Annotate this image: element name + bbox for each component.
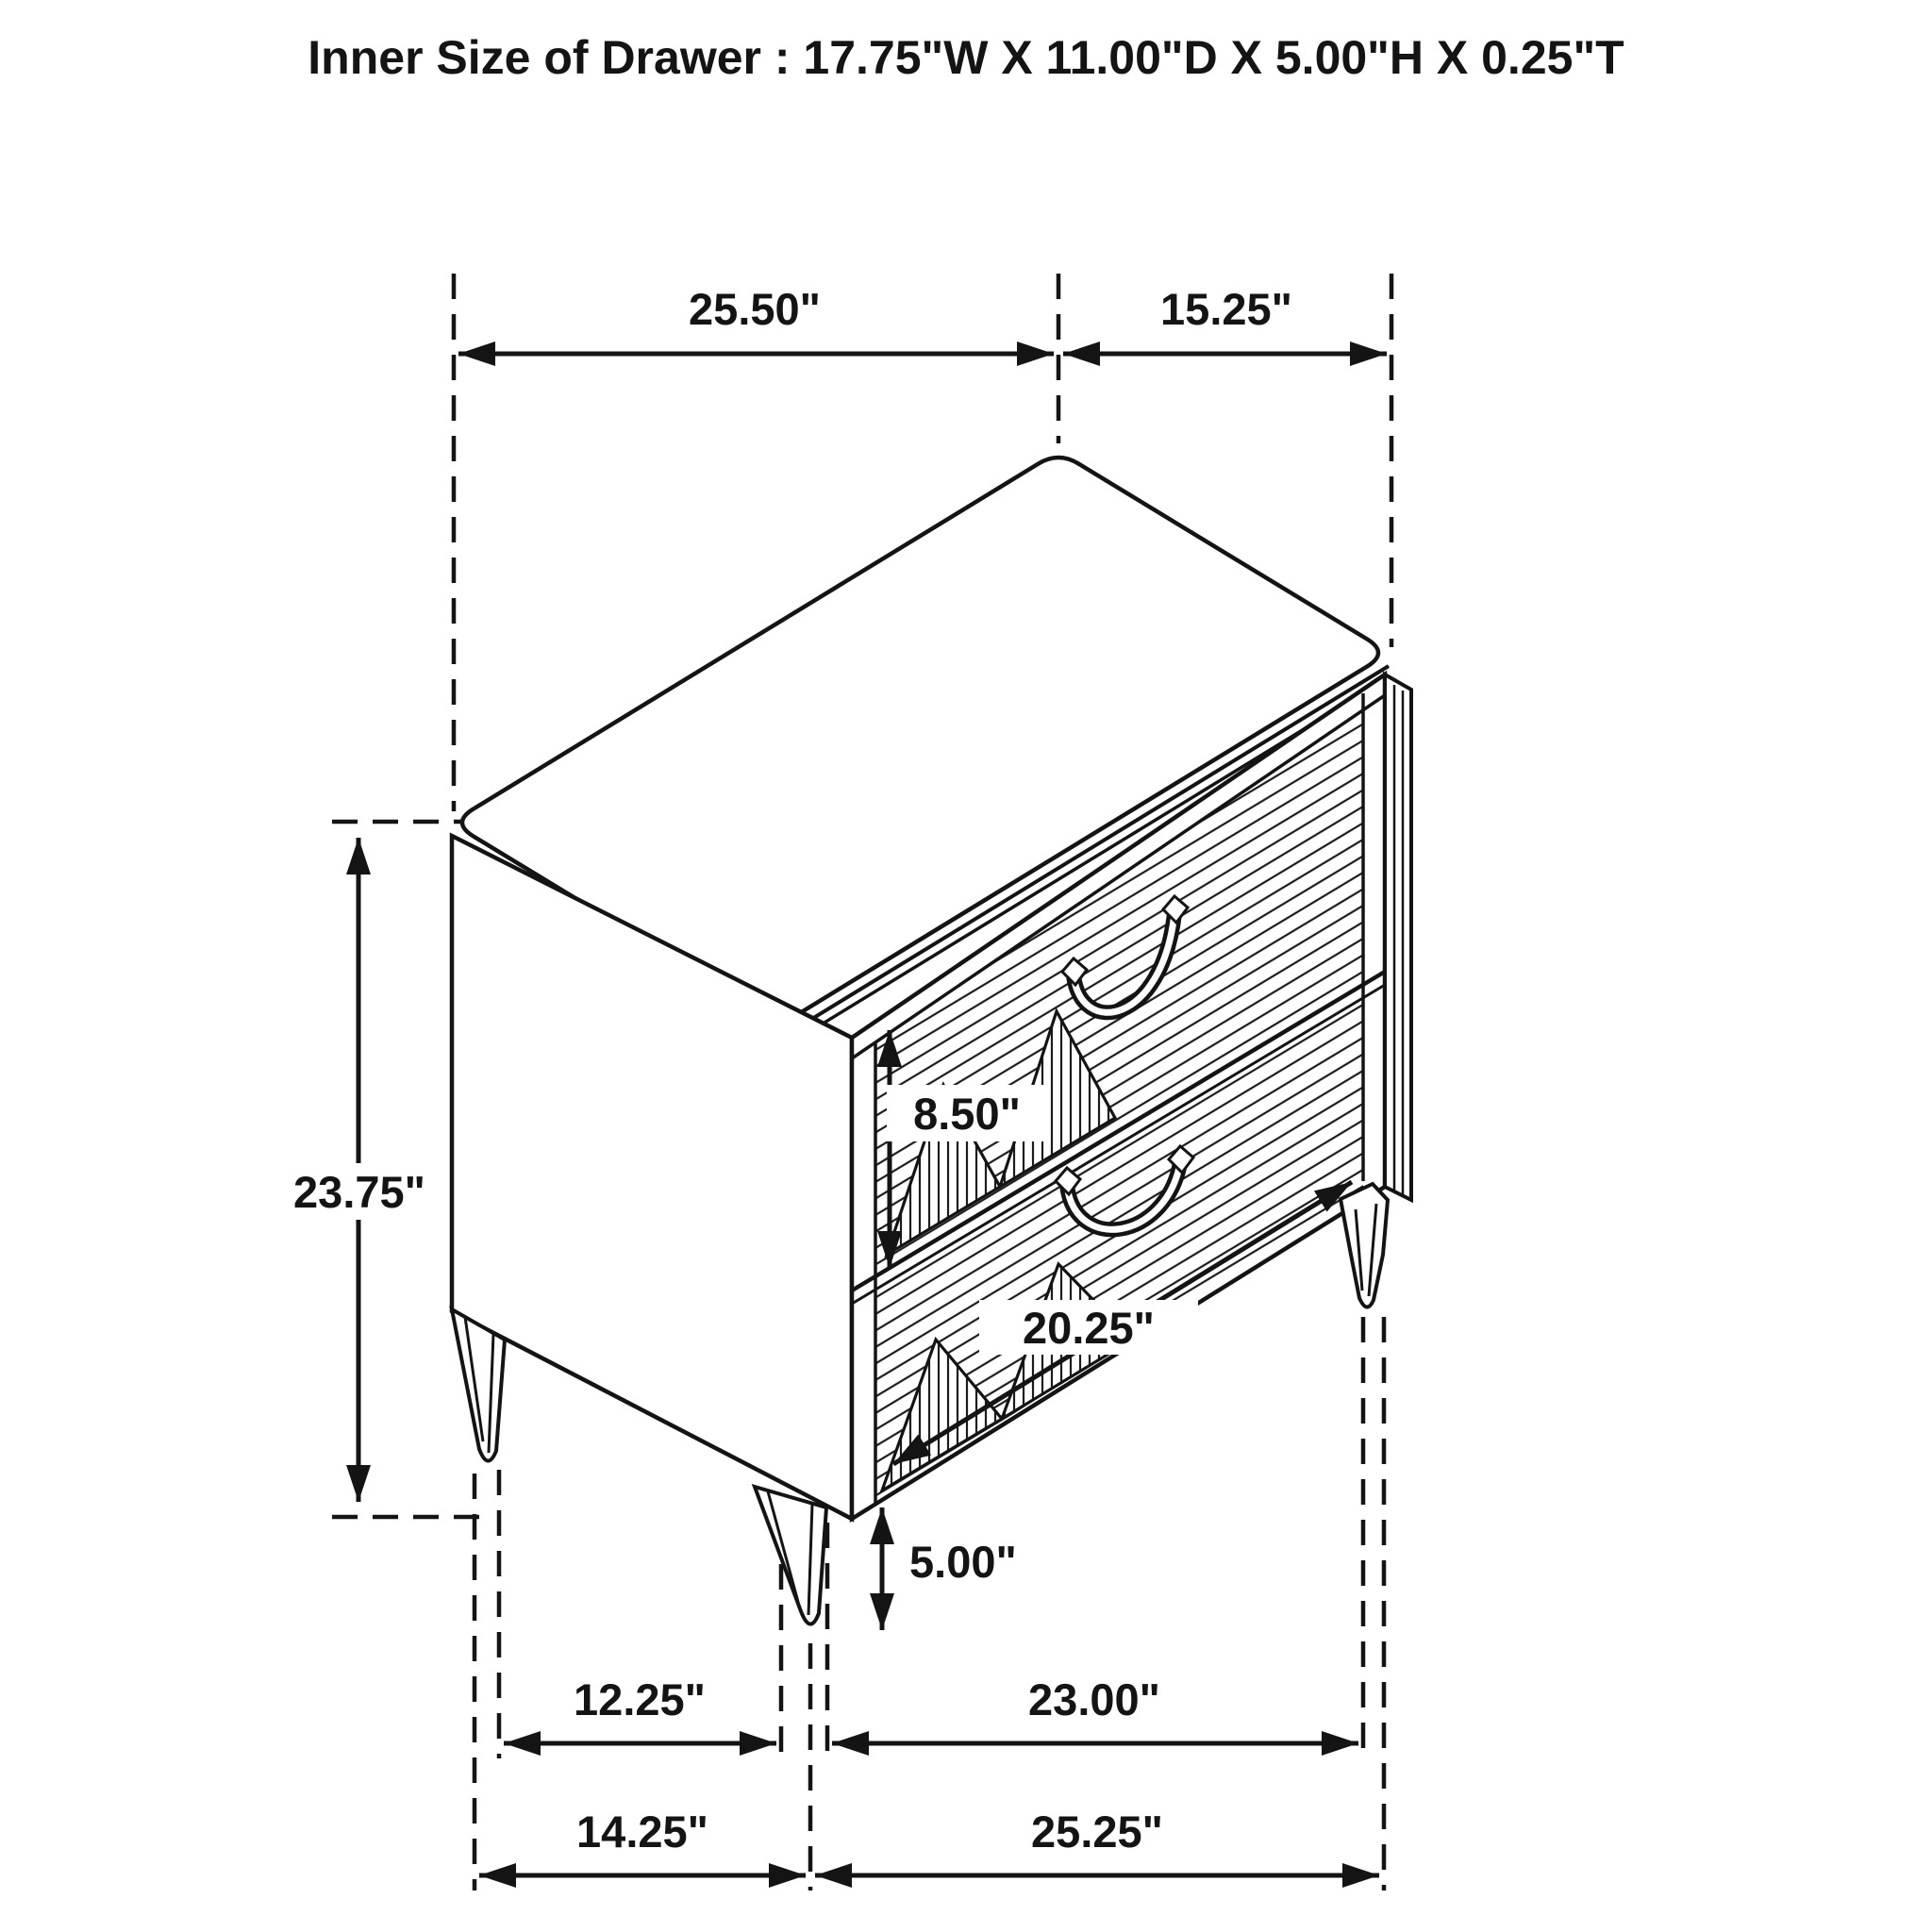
dim-label-base-depth: 14.25" [576,1807,708,1857]
front-left-leg [755,1487,826,1624]
dim-label-top-depth: 15.25" [1160,284,1292,334]
front-right-leg [1341,1184,1388,1307]
dim-label-overall-height: 23.75" [293,1167,425,1217]
dim-label-drawer-width: 20.25" [1023,1303,1155,1353]
dim-label-base-width: 25.25" [1031,1807,1163,1857]
drawing-title: Inner Size of Drawer : 17.75"W X 11.00"D X 5.00"H X 0.25"T [308,31,1624,84]
dim-label-leg-height: 5.00" [909,1537,1017,1587]
dim-label-top-width: 25.50" [689,284,821,334]
dim-label-drawer-height: 8.50" [913,1089,1021,1139]
dim-label-front-leg-spacing: 23.00" [1028,1674,1160,1724]
right-side-panel [1385,675,1411,1200]
dim-label-back-leg-spacing: 12.25" [574,1674,706,1724]
nightstand [452,458,1411,1624]
